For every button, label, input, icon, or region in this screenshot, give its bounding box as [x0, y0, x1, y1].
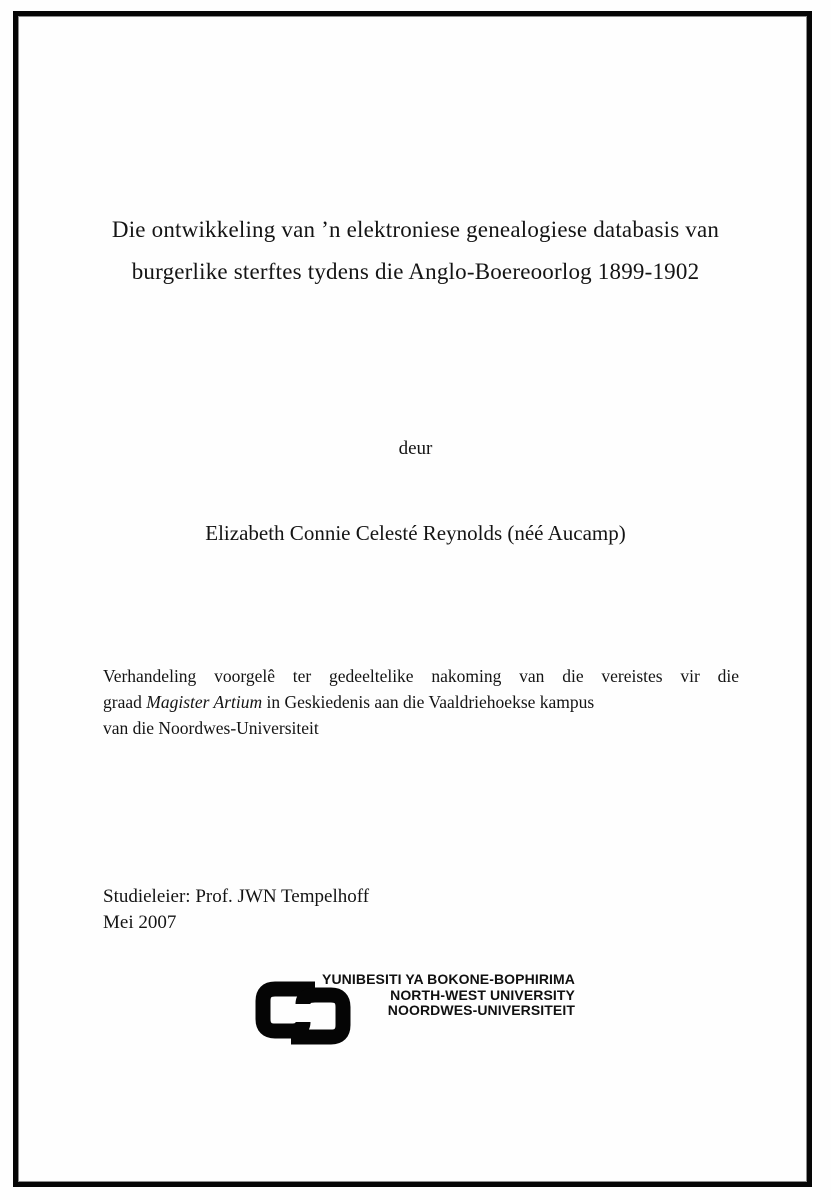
supervisor-line: Studieleier: Prof. JWN Tempelhoff: [103, 886, 370, 907]
degree-statement-line-2: [103, 689, 739, 715]
degree-statement: [103, 663, 739, 741]
degree-statement-line-1: Verhandeling voorgelê ter gedeeltelike nakoming van die vereistes vir die: [103, 666, 739, 686]
supervisor-block: [103, 884, 369, 936]
degree-statement-line-2-post: in Geskiedenis aan die Vaaldriehoekse kampus: [262, 692, 595, 712]
university-name-english: NORTH-WEST UNIVERSITY: [390, 986, 575, 1003]
thesis-title-line-2: burgerlike sterftes tydens die Anglo-Boereoorlog 1899-1902: [131, 259, 700, 284]
university-logo: [253, 972, 583, 1052]
university-name-setswana: YUNIBESITI YA BOKONE-BOPHIRIMA: [322, 971, 575, 987]
author-name: Elizabeth Connie Celesté Reynolds (néé Aucamp): [205, 521, 626, 545]
degree-name-italic: Magister Artium: [146, 692, 263, 712]
university-logo-text: [322, 972, 575, 1019]
degree-statement-line-2-pre: graad: [103, 692, 147, 712]
university-name-afrikaans: NOORDWES-UNIVERSITEIT: [387, 1002, 575, 1018]
byline-label: deur: [398, 438, 433, 459]
thesis-title-line-1: Die ontwikkeling van ’n elektroniese genealogiese databasis van: [111, 217, 720, 242]
date-line: Mei 2007: [103, 912, 177, 933]
thesis-title: [40, 209, 791, 293]
degree-statement-line-3: van die Noordwes-Universiteit: [103, 718, 319, 738]
